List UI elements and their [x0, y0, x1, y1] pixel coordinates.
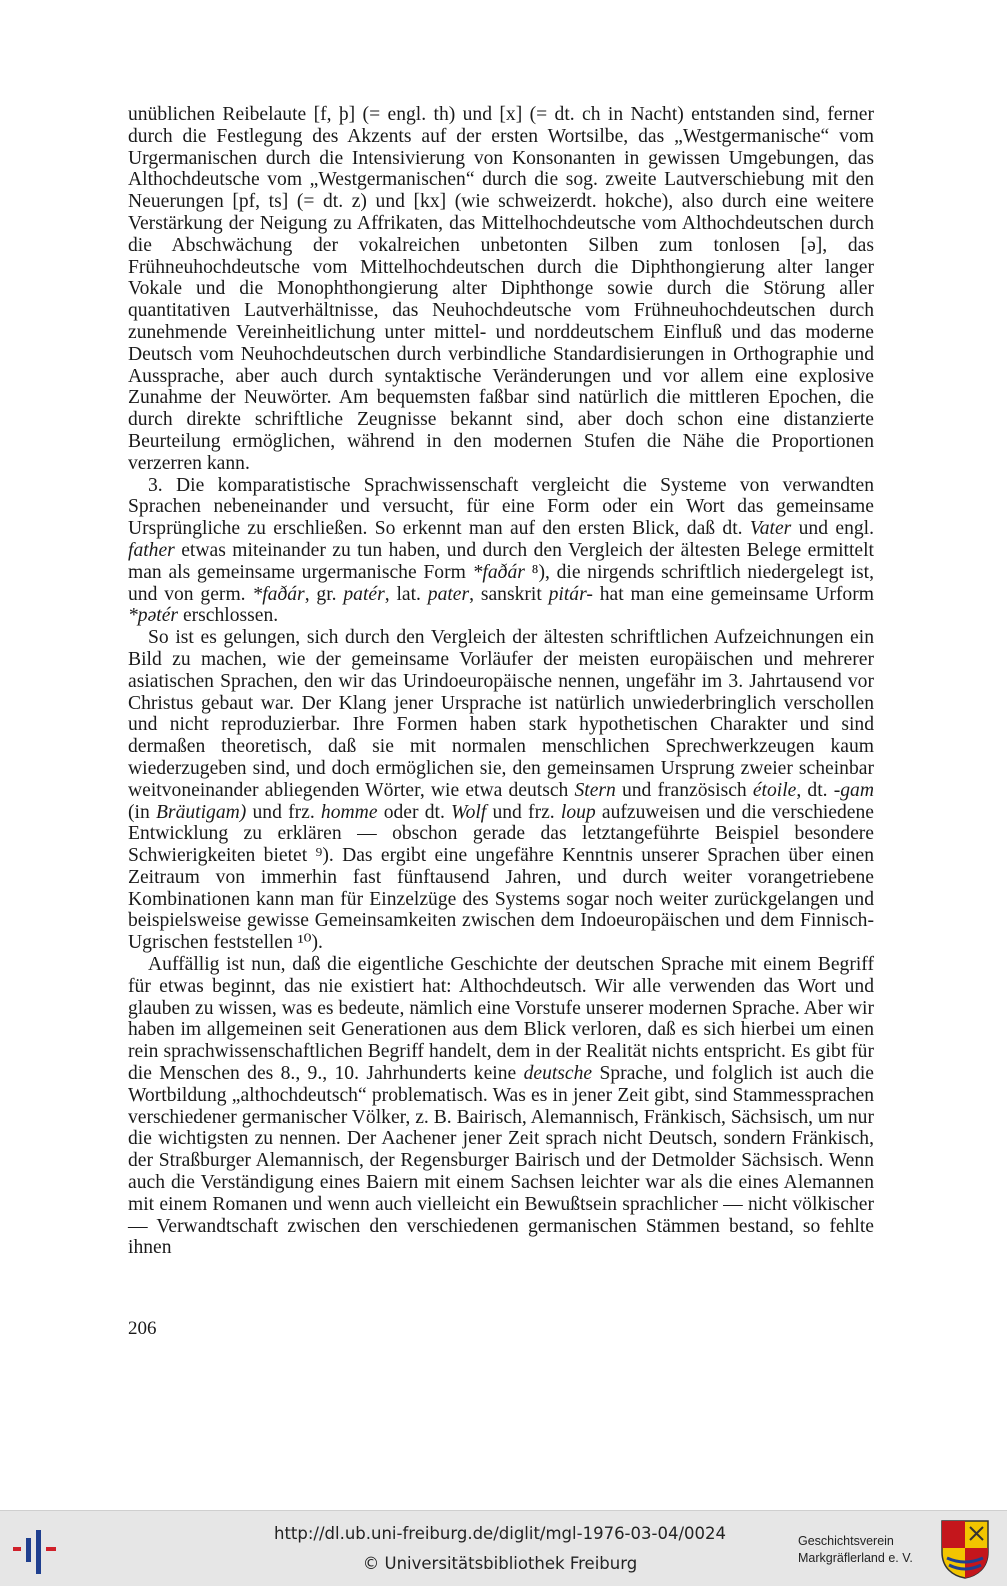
italic-term: -gam	[833, 779, 874, 801]
text-run: (in	[128, 801, 156, 823]
text-run: aufzuweisen und die verschiedene Entwicklung zu erklären — obschon gerade das letztangeführte Beispiel besondere Schwierigkeiten bietet ⁹). Das ergibt eine ungefähre Kenntnis unserer Sprachen über einen Zeitraum von immerhin fast fünftausend Jahren, und durch weiter vorangetriebene Kombinationen kann man für Einzelzüge des Systems sogar noch weiter zurückgelangen und beispielsweise gewisse Gemeinsamkeiten zwischen dem Indoeuropäischen und dem Finnisch-Ugrischen feststellen ¹⁰).	[128, 801, 874, 954]
text-run: , sanskrit	[469, 583, 549, 605]
italic-term: homme	[320, 801, 378, 823]
italic-term: *pətér	[128, 605, 179, 627]
italic-term: Bräutigam)	[155, 801, 247, 823]
italic-term: Vater	[749, 518, 792, 540]
copyright-notice: © Universitätsbibliothek Freiburg	[362, 1554, 638, 1573]
italic-term: Stern	[574, 779, 616, 801]
text-run: und frz.	[486, 801, 561, 823]
body-text	[128, 104, 874, 1259]
text-run: ⁸), die nirgends schriftlich niedergelegt ist, und von germ.	[128, 561, 874, 605]
text-run: 3. Die komparatistische Sprachwissenschaft vergleicht die Systeme von verwandten Sprachen nebeneinander und versucht, für eine Form oder ein Wort das gemeinsame Ursprüngliche zu erschließen. So erkennt man auf den ersten Blick, daß dt.	[128, 474, 874, 540]
society-name-line1: Geschichtsverein	[798, 1534, 894, 1548]
coat-of-arms-icon	[939, 1518, 991, 1580]
paragraph	[128, 104, 874, 475]
text-run: unüblichen Reibelaute [f, þ] (= engl. th) und [x] (= dt. ch in Nacht) entstanden sind, ferner durch die Festlegung des Akzents auf der ersten Wortsilbe, das „Westgermanische“ vom Urgermanischen durch die Intensivierung von Konsonanten in gewissen Umgebungen, das Althochdeutsche vom „Westgermanischen“ durch die sog. zweite Lautverschiebung mit den Neuerungen [pf, ts] (= dt. z) und [kx] (wie schweizerdt. hokche), also durch eine weitere Verstärkung der Neigung zu Affrikaten, das Mittelhochdeutsche vom Althochdeutschen durch die Abschwächung der vokalreichen unbetonten Silben zum tonlosen [ə], das Frühneuhochdeutsche vom Mittelhochdeutschen durch die Diphthongierung alter langer Vokale und die Monophthongierung alter Diphthonge sowie durch die Störung aller quantitativen Lautverhältnisse, das Neuhochdeutsche vom Frühneuhochdeutschen durch zunehmende Vereinheitlichung unter mittel- und norddeutschem Einfluß und das moderne Deutsch vom Neuhochdeutschen durch verbindliche Standardisierungen in Orthographie und Aussprache, aber auch durch syntaktische Veränderungen und vor allem eine explosive Zunahme der Neuwörter. Am bequemsten faßbar sind natürlich die mittleren Epochen, die durch direkte schriftliche Zeugnisse bekannt sind, aber doch schon eine distanzierte Beurteilung ermöglichen, während in den modernen Stufen die Nähe die Proportionen verzerren kann.	[128, 104, 874, 474]
permalink-url[interactable]: http://dl.ub.uni-freiburg.de/diglit/mgl-1976-03-04/0024	[273, 1524, 727, 1543]
paragraph	[128, 475, 874, 628]
text-run: , gr.	[304, 583, 344, 605]
italic-term: *faðár	[252, 583, 305, 605]
paragraph	[128, 954, 874, 1259]
viewer-footer	[0, 1510, 1007, 1586]
text-run: Sprache, und folglich ist auch die Wortbildung „althochdeutsch“ problematisch. Was es in jener Zeit gibt, sind Stammessprachen verschiedener germanischer Völker, z. B. Bairisch, Alemannisch, Fränkisch, Sächsisch, um nur die wichtigsten zu nennen. Der Aachener jener Zeit sprach nicht Deutsch, sondern Fränkisch, der Straßburger Alemannisch, der Regensburger Bairisch und der Detmolder Sächsisch. Wenn auch die Verständigung eines Baiern mit einem Sachsen leichter war als die eines Alemannen mit einem Romanen und wenn auch vielleicht ein Bewußtsein sprachlicher — nicht völkischer — Verwandtschaft zwischen den verschiedenen germanischen Stämmen bestand, so fehlte ihnen	[128, 1063, 874, 1259]
society-name	[798, 1533, 938, 1567]
society-name-line2: Markgräflerland e. V.	[798, 1551, 913, 1565]
text-run: oder dt.	[377, 801, 452, 823]
italic-term: father	[128, 539, 175, 561]
library-logo-icon[interactable]	[10, 1526, 66, 1578]
text-run: und frz.	[246, 801, 321, 823]
paragraph	[128, 627, 874, 954]
italic-term: *faðár	[472, 561, 525, 583]
text-run: und engl.	[791, 518, 874, 540]
text-run: hat man eine gemeinsame Urform	[592, 583, 874, 605]
text-run: etwas miteinander zu tun haben, und durch den Vergleich der ältesten Belege ermittelt man als gemeinsame urgermanische Form	[128, 539, 874, 583]
text-run: , lat.	[384, 583, 428, 605]
text-run: Auffällig ist nun, daß die eigentliche Geschichte der deutschen Sprache mit einem Begriff für etwas beginnt, das nie existiert hat: Althochdeutsch. Wir alle verwenden das Wort und glauben zu wissen, was es bedeute, nämlich eine Vorstufe unserer modernen Sprache. Aber wir haben im allgemeinen seit Generationen aus dem Blick verloren, daß es sich hierbei um einen rein sprachwissenschaftlichen Begriff handelt, dem in der Realität nichts entspricht. Es gibt für die Menschen des 8., 9., 10. Jahrhunderts keine	[128, 954, 874, 1085]
text-run: und französisch	[615, 779, 753, 801]
text-run: So ist es gelungen, sich durch den Vergleich der ältesten schriftlichen Aufzeichnungen ein Bild zu machen, wie der gemeinsame Vorläufer der meisten europäischen und mehrerer asiatischen Sprachen, den wir das Urindoeuropäische nennen, ungefähr im 3. Jahrtausend vor Christus gebaut war. Der Klang jener Ursprache ist natürlich unwiederbringlich verschollen und nicht reproduzierbar. Ihre Formen haben stark hypothetischen Charakter und sind dermaßen theoretisch, daß sie mit normalen menschlichen Sprechwerkzeugen kaum wiederzugeben sind, und doch ermöglichen sie, den gemeinsamen Ursprung zweier scheinbar weitvoneinander abliegenden Wörter, wie etwa deutsch	[128, 627, 874, 801]
italic-term: Wolf	[451, 801, 487, 823]
text-run: erschlossen.	[178, 605, 279, 627]
italic-term: deutsche	[523, 1063, 593, 1085]
italic-term: pater	[427, 583, 470, 605]
page-number: 206	[128, 1318, 157, 1339]
text-run: , dt.	[796, 779, 834, 801]
italic-term: loup	[560, 801, 596, 823]
italic-term: pitár-	[548, 583, 593, 605]
italic-term: étoile	[752, 779, 797, 801]
italic-term: patér	[343, 583, 385, 605]
